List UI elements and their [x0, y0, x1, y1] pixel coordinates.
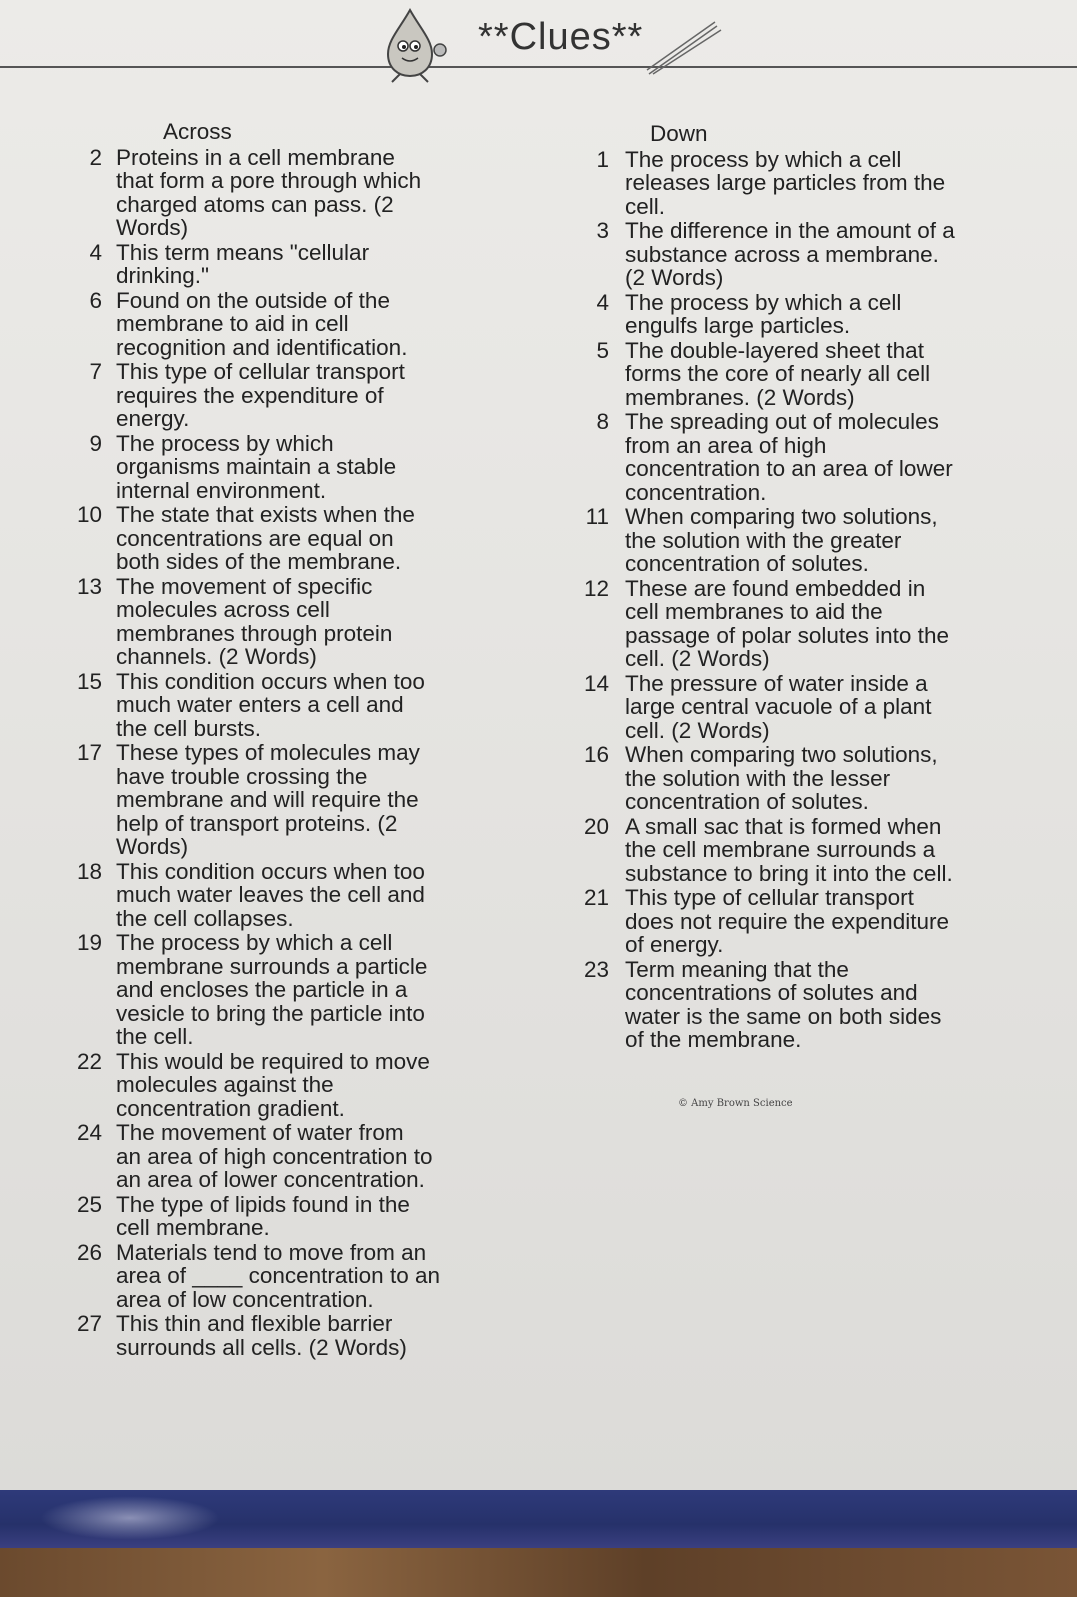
clue-across-15: 15 This condition occurs when too much water enters a cell and the cell bursts.	[76, 668, 425, 741]
clue-across-27: 27 This thin and flexible barrier surrounds all cells. (2 Words)	[76, 1311, 407, 1360]
clue-across-19: 19 The process by which a cell membrane surrounds a particle and encloses the particle in a vesicle to bring the particle into the cell.	[76, 930, 428, 1049]
page-title: **Clues**	[478, 16, 644, 58]
clue-down-23: 23 Term meaning that the concentrations of solutes and water is the same on both sides of the membrane.	[583, 956, 942, 1052]
clue-down-12: 12 These are found embedded in cell membranes to aid the passage of polar solutes into the cell. (2 Words)	[583, 575, 949, 671]
wooden-table-surface	[0, 1548, 1077, 1597]
clue-across-26: 26 Materials tend to move from an area of ____ concentration to an area of low concentration.	[76, 1239, 440, 1312]
clue-across-22: 22 This would be required to move molecules against the concentration gradient.	[76, 1048, 430, 1121]
clue-across-18: 18 This condition occurs when too much water leaves the cell and the cell collapses.	[76, 858, 425, 931]
clue-across-4: 4 This term means "cellular drinking."	[89, 239, 370, 288]
header-rule	[0, 66, 1077, 68]
clue-across-2: 2 Proteins in a cell membrane that form a pore through which charged atoms can pass. (2 Words)	[89, 144, 422, 240]
across-column	[48, 120, 488, 1360]
blue-binder-edge	[0, 1490, 1077, 1548]
down-heading: Down	[650, 121, 708, 146]
water-drop-mascot-icon	[370, 6, 460, 86]
clue-down-4: 4 The process by which a cell engulfs large particles.	[596, 289, 902, 338]
clue-across-25: 25 The type of lipids found in the cell membrane.	[76, 1191, 410, 1240]
clue-down-14: 14 The pressure of water inside a large central vacuole of a plant cell. (2 Words)	[583, 670, 932, 743]
pencil-icon	[645, 18, 725, 78]
clue-down-11: 11 When comparing two solutions, the solution with the greater concentration of solutes.	[585, 504, 938, 576]
clue-across-9: 9 The process by which organisms maintain a stable internal environment.	[89, 430, 397, 503]
clue-across-13: 13 The movement of specific molecules across cell membranes through protein channels. (2 Words)	[76, 573, 393, 669]
clue-down-8: 8 The spreading out of molecules from an area of high concentration to an area of lower concentration.	[596, 409, 953, 505]
clue-across-17: 17 These types of molecules may have trouble crossing the membrane and will require the help of transport proteins. (2 Words)	[76, 740, 420, 859]
clue-across-10: 10 The state that exists when the concentrations are equal on both sides of the membrane.	[76, 502, 415, 574]
clue-down-1: 1 The process by which a cell releases large particles from the cell.	[596, 146, 946, 219]
clue-across-6: 6 Found on the outside of the membrane to aid in cell recognition and identification.	[89, 287, 408, 360]
across-heading: Across	[163, 119, 232, 144]
clue-down-20: 20 A small sac that is formed when the cell membrane surrounds a substance to bring it into the cell.	[583, 813, 953, 886]
down-column	[570, 122, 1040, 1053]
clue-down-5: 5 The double-layered sheet that forms the core of nearly all cell membranes. (2 Words)	[596, 337, 931, 410]
clue-across-24: 24 The movement of water from an area of high concentration to an area of lower concentration.	[76, 1120, 433, 1192]
clue-down-3: 3 The difference in the amount of a substance across a membrane. (2 Words)	[596, 218, 955, 290]
clue-down-16: 16 When comparing two solutions, the solution with the lesser concentration of solutes.	[583, 742, 938, 814]
clue-down-21: 21 This type of cellular transport does not require the expenditure of energy.	[583, 885, 949, 957]
clue-across-7: 7 This type of cellular transport requires the expenditure of energy.	[89, 359, 405, 431]
copyright-credit: © Amy Brown Science	[678, 1098, 793, 1109]
